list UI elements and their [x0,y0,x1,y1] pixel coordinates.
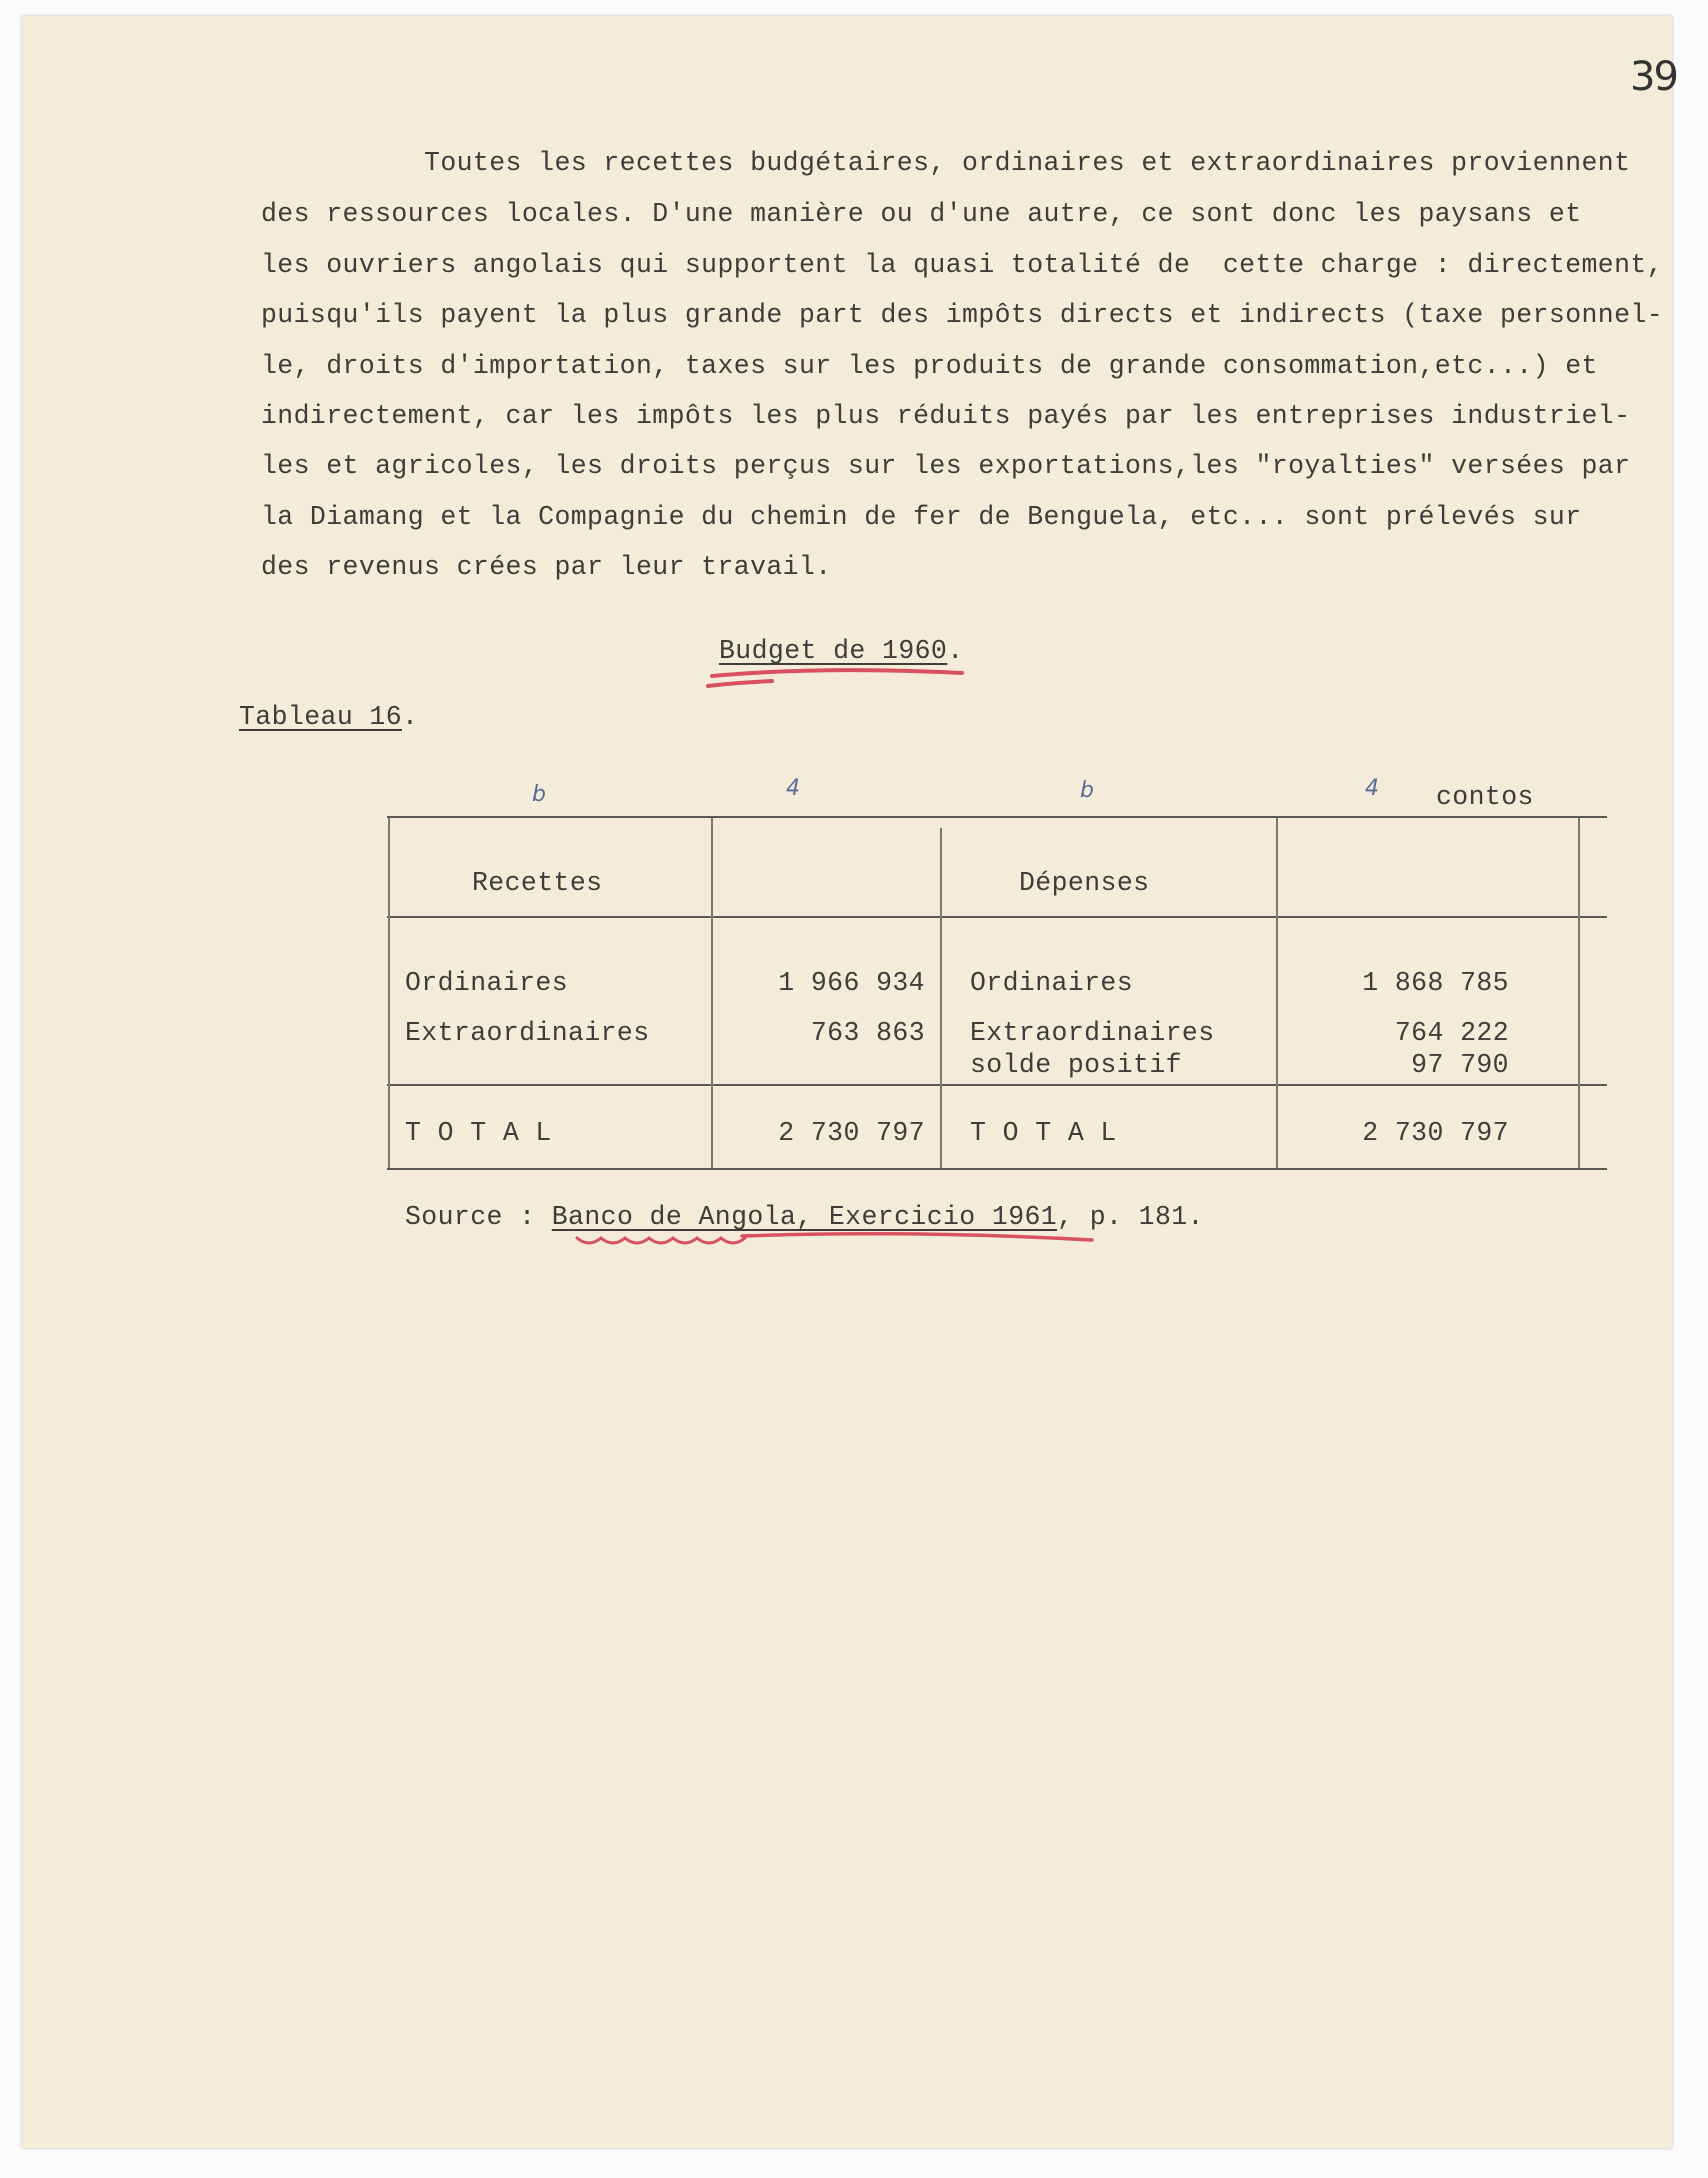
paragraph-line: puisqu'ils payent la plus grande part des impôts directs et indirects (taxe personnel- [261,300,1664,330]
total-value: 2 730 797 [778,1118,925,1148]
table-col-rule [1578,818,1580,1168]
paragraph-line: indirectement, car les impôts les plus réduits payés par les entreprises industriel- [261,401,1631,431]
table-rule-top [387,816,1607,818]
paragraph-line: la Diamang et la Compagnie du chemin de fer de Benguela, etc... sont prélevés sur [261,502,1582,532]
document-page [22,16,1677,2148]
paragraph-line: des ressources locales. D'une manière ou d'une autre, ce sont donc les paysans et [261,199,1582,229]
paragraph-line: des revenus crées par leur travail. [261,552,832,582]
revenue-row-value: 763 863 [810,1018,925,1048]
table-label: Tableau 16. [239,702,419,732]
pencil-mark: b [532,782,546,807]
red-underline-mark [702,656,982,696]
page-number: 39 [1630,54,1677,100]
paragraph-line: le, droits d'importation, taxes sur les produits de grande consommation,etc...) et [261,351,1598,381]
budget-title: Budget de 1960. [719,636,964,666]
red-underline-mark [552,1216,1112,1266]
expense-row-label: solde positif [970,1050,1182,1080]
expense-row-value: 764 222 [1394,1018,1509,1048]
table-rule-bottom [387,1168,1607,1170]
pencil-mark: b [1080,778,1094,803]
source-note: Source : Banco de Angola, Exercicio 1961, p. 181. [405,1202,1204,1232]
header-recettes: Recettes [472,868,603,898]
total-label: T O T A L [970,1118,1117,1148]
expense-row-label: Extraordinaires [970,1018,1215,1048]
paragraph-line: les ouvriers angolais qui supportent la quasi totalité de cette charge : directement, [261,250,1664,280]
paragraph-line: les et agricoles, les droits perçus sur les exportations,les "royalties" versées par [261,451,1631,481]
table-col-rule [711,818,713,1168]
paragraph-line: Toutes les recettes budgétaires, ordinaires et extraordinaires proviennent [261,148,1631,178]
expense-row-value: 1 868 785 [1362,968,1509,998]
pencil-mark: 4 [786,776,800,801]
revenue-row-label: Extraordinaires [405,1018,650,1048]
total-value: 2 730 797 [1362,1118,1509,1148]
table-rule-header [387,916,1607,918]
expense-row-value: 97 790 [1411,1050,1509,1080]
table-col-rule [1276,818,1278,1168]
table-col-rule [940,828,942,1168]
table-col-rule [388,818,390,1168]
total-label: T O T A L [405,1118,552,1148]
header-depenses: Dépenses [1019,868,1150,898]
revenue-row-label: Ordinaires [405,968,569,998]
expense-row-label: Ordinaires [970,968,1134,998]
units-label: contos [1436,782,1534,812]
revenue-row-value: 1 966 934 [778,968,925,998]
pencil-mark: 4 [1365,776,1379,801]
table-rule-total [387,1084,1607,1086]
